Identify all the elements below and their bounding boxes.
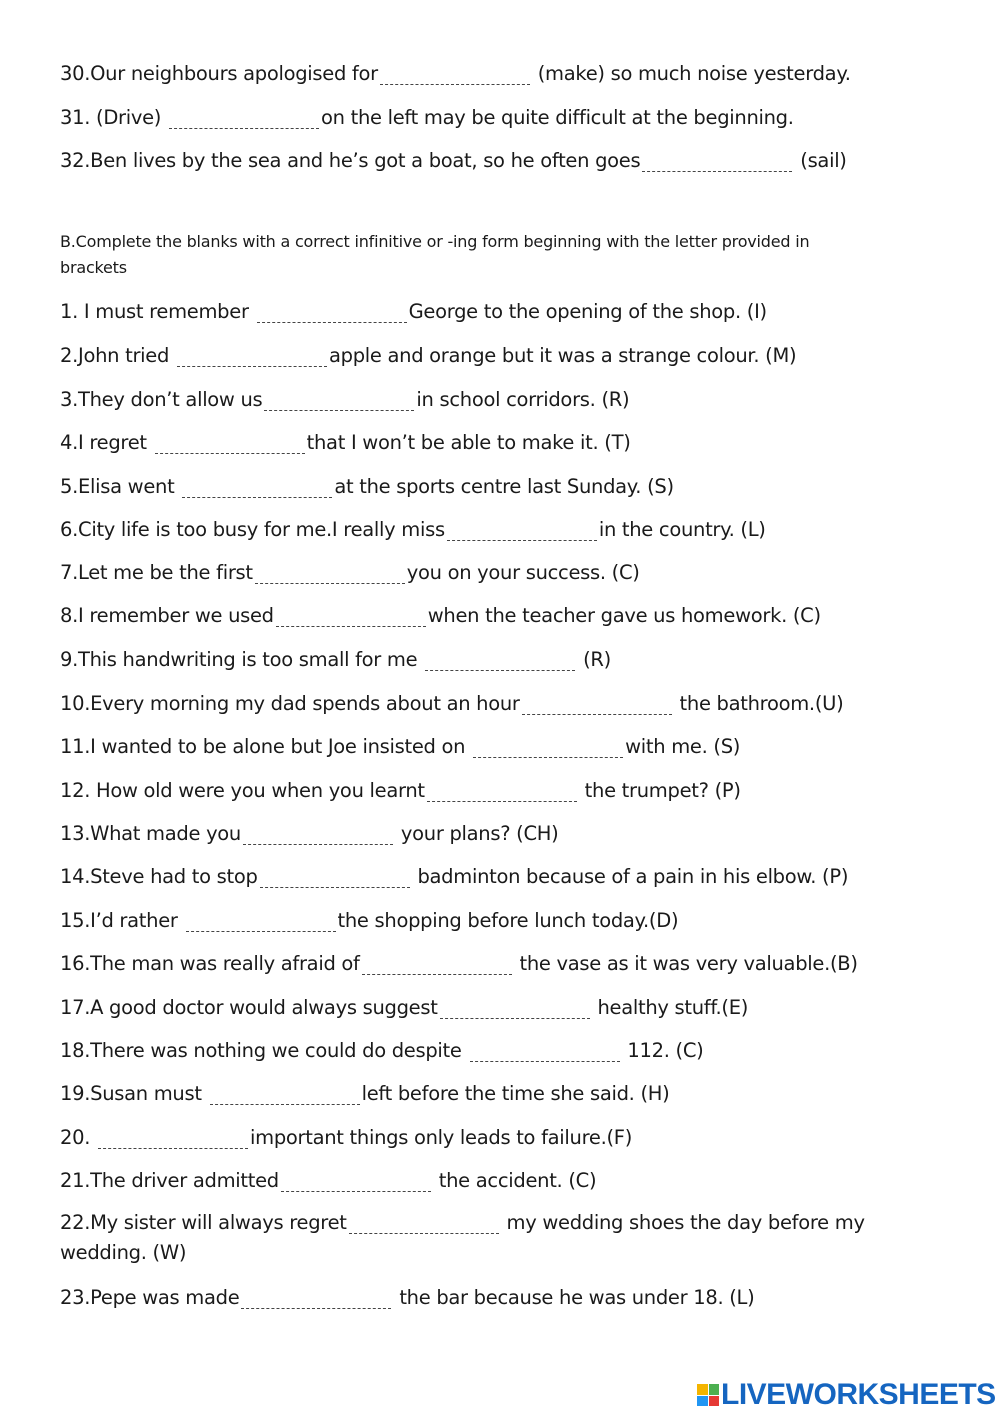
question-text-after: on the left may be quite difficult at the beginning. xyxy=(321,106,794,129)
question-text-before: 6.City life is too busy for me.I really miss xyxy=(60,518,445,541)
question-text-after: 112. (C) xyxy=(621,1039,704,1062)
answer-input-b-9[interactable] xyxy=(425,652,575,671)
question-b-6 xyxy=(60,518,766,541)
question-b-3 xyxy=(60,388,629,411)
question-text-after: the accident. (C) xyxy=(432,1169,597,1192)
question-text-after: (R) xyxy=(577,648,611,671)
question-b-14 xyxy=(60,865,848,888)
question-text-after: important things only leads to failure.(F) xyxy=(250,1126,633,1149)
answer-input-b-10[interactable] xyxy=(522,696,672,715)
question-b-7 xyxy=(60,561,640,584)
question-b-16 xyxy=(60,952,858,975)
question-b-23 xyxy=(60,1286,754,1309)
question-text-before: 23.Pepe was made xyxy=(60,1286,240,1309)
question-text-after: your plans? (CH) xyxy=(395,822,559,845)
question-b-11 xyxy=(60,735,740,758)
question-text-after: the shopping before lunch today.(D) xyxy=(337,909,679,932)
question-text-after: the bar because he was under 18. (L) xyxy=(393,1286,755,1309)
answer-input-b-13[interactable] xyxy=(243,826,393,845)
question-text-before: 4.I regret xyxy=(60,431,153,454)
logo-text: LIVEWORKSHEETS xyxy=(721,1378,996,1411)
question-b-19 xyxy=(60,1082,669,1105)
question-text-after: the trumpet? (P) xyxy=(578,779,741,802)
answer-input-b-8[interactable] xyxy=(276,608,426,627)
question-text-after: badminton because of a pain in his elbow. (P) xyxy=(411,865,849,888)
question-text-before: 22.My sister will always regret xyxy=(60,1211,347,1234)
question-b-8 xyxy=(60,604,821,627)
question-text-after: my wedding shoes the day before my wedding. (W) xyxy=(60,1211,865,1264)
question-text-after: when the teacher gave us homework. (C) xyxy=(427,604,821,627)
question-text-after: apple and orange but it was a strange colour. (M) xyxy=(328,344,797,367)
question-text-before: 10.Every morning my dad spends about an hour xyxy=(60,692,520,715)
answer-input-b-19[interactable] xyxy=(210,1086,360,1105)
answer-input-b-4[interactable] xyxy=(155,435,305,454)
question-b-21 xyxy=(60,1169,596,1192)
question-text-before: 3.They don’t allow us xyxy=(60,388,263,411)
question-text-before: 5.Elisa went xyxy=(60,475,181,498)
question-text-before: 20. xyxy=(60,1126,97,1149)
question-a-32 xyxy=(60,149,847,172)
question-text-after: you on your success. (C) xyxy=(406,561,640,584)
question-text-before: 11.I wanted to be alone but Joe insisted on xyxy=(60,735,472,758)
answer-input-b-12[interactable] xyxy=(427,783,577,802)
answer-input-b-16[interactable] xyxy=(362,956,512,975)
question-b-9 xyxy=(60,648,611,671)
question-text-before: 2.John tried xyxy=(60,344,175,367)
answer-input-b-11[interactable] xyxy=(473,739,623,758)
question-b-15 xyxy=(60,909,678,932)
answer-input-b-20[interactable] xyxy=(98,1130,248,1149)
answer-input-b-7[interactable] xyxy=(255,565,405,584)
question-b-4 xyxy=(60,431,631,454)
question-b-18 xyxy=(60,1039,703,1062)
question-a-30 xyxy=(60,62,851,85)
answer-input-b-1[interactable] xyxy=(257,304,407,323)
answer-input-b-6[interactable] xyxy=(447,522,597,541)
answer-input-b-17[interactable] xyxy=(440,1000,590,1019)
question-b-2 xyxy=(60,344,796,367)
question-text-before: 19.Susan must xyxy=(60,1082,208,1105)
question-text-before: 13.What made you xyxy=(60,822,241,845)
answer-input-b-2[interactable] xyxy=(177,348,327,367)
answer-input-b-18[interactable] xyxy=(470,1043,620,1062)
question-text-before: 1. I must remember xyxy=(60,300,255,323)
question-text-after: the bathroom.(U) xyxy=(673,692,844,715)
question-text-after: in the country. (L) xyxy=(598,518,766,541)
question-text-before: 31. (Drive) xyxy=(60,106,168,129)
question-text-before: 18.There was nothing we could do despite xyxy=(60,1039,468,1062)
question-text-before: 16.The man was really afraid of xyxy=(60,952,360,975)
question-text-before: 9.This handwriting is too small for me xyxy=(60,648,424,671)
question-b-22 xyxy=(60,1208,890,1268)
question-text-after: with me. (S) xyxy=(625,735,741,758)
section-b-instruction: B.Complete the blanks with a correct infinitive or -ing form beginning with the letter provided in brackets xyxy=(60,232,810,277)
liveworksheets-logo xyxy=(697,1378,996,1412)
answer-input-a-32[interactable] xyxy=(642,153,792,172)
question-text-before: 21.The driver admitted xyxy=(60,1169,279,1192)
question-text-after: (sail) xyxy=(794,149,847,172)
question-b-20 xyxy=(60,1126,632,1149)
answer-input-b-22[interactable] xyxy=(349,1215,499,1234)
question-text-before: 8.I remember we used xyxy=(60,604,274,627)
question-text-after: in school corridors. (R) xyxy=(416,388,630,411)
question-text-before: 14.Steve had to stop xyxy=(60,865,258,888)
question-b-13 xyxy=(60,822,558,845)
question-b-10 xyxy=(60,692,843,715)
answer-input-b-21[interactable] xyxy=(281,1173,431,1192)
question-text-before: 15.I’d rather xyxy=(60,909,184,932)
question-text-before: 12. How old were you when you learnt xyxy=(60,779,425,802)
answer-input-b-5[interactable] xyxy=(182,479,332,498)
question-a-31 xyxy=(60,106,794,129)
answer-input-b-14[interactable] xyxy=(260,869,410,888)
answer-input-a-31[interactable] xyxy=(169,110,319,129)
answer-input-a-30[interactable] xyxy=(380,66,530,85)
question-text-before: 7.Let me be the first xyxy=(60,561,253,584)
question-text-before: 30.Our neighbours apologised for xyxy=(60,62,378,85)
question-text-after: George to the opening of the shop. (I) xyxy=(408,300,767,323)
question-text-after: healthy stuff.(E) xyxy=(591,996,749,1019)
question-b-12 xyxy=(60,779,741,802)
answer-input-b-15[interactable] xyxy=(186,913,336,932)
question-text-after: that I won’t be able to make it. (T) xyxy=(306,431,631,454)
answer-input-b-3[interactable] xyxy=(264,392,414,411)
answer-input-b-23[interactable] xyxy=(241,1290,391,1309)
question-text-before: 32.Ben lives by the sea and he’s got a boat, so he often goes xyxy=(60,149,641,172)
question-text-after: the vase as it was very valuable.(B) xyxy=(513,952,858,975)
liveworksheets-logo-icon xyxy=(697,1384,719,1406)
question-b-1 xyxy=(60,300,767,323)
question-b-5 xyxy=(60,475,674,498)
question-b-17 xyxy=(60,996,748,1019)
question-text-after: (make) so much noise yesterday. xyxy=(531,62,851,85)
question-text-after: at the sports centre last Sunday. (S) xyxy=(334,475,674,498)
question-text-after: left before the time she said. (H) xyxy=(361,1082,670,1105)
question-text-before: 17.A good doctor would always suggest xyxy=(60,996,438,1019)
